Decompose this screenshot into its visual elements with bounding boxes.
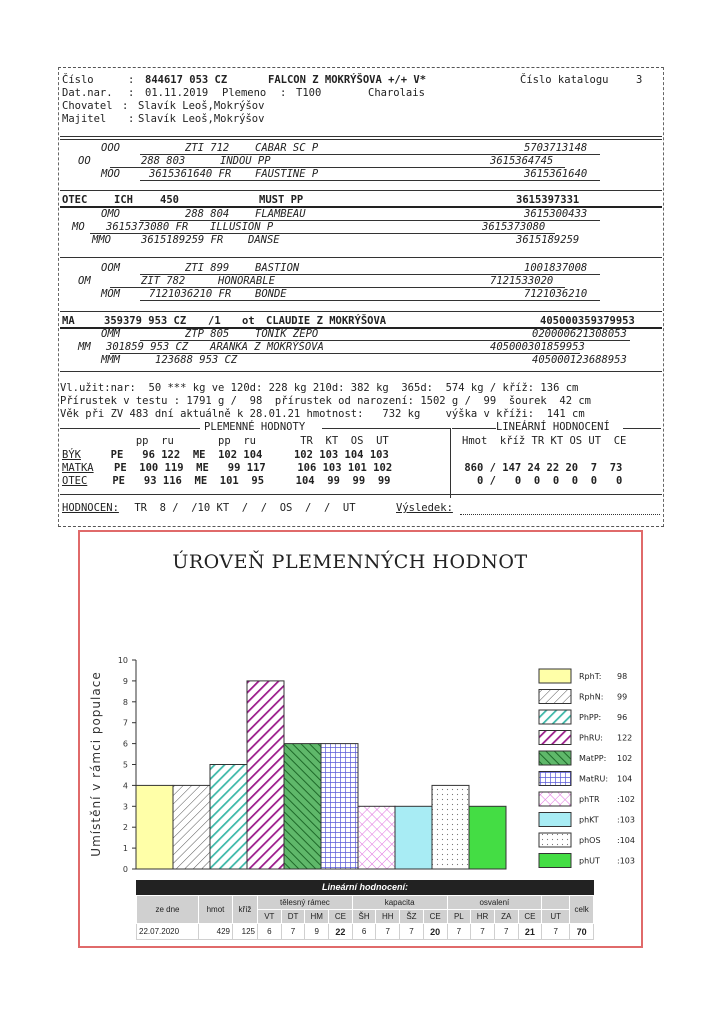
bar-phut [469, 806, 506, 869]
y-tick-label: 9 [122, 676, 128, 686]
td-value: 7 [494, 924, 518, 940]
y-tick-label: 4 [122, 781, 128, 791]
row-label-byk: BÝK [62, 449, 81, 461]
om-name: HONORABLE [218, 275, 275, 287]
ooo-code: OOO [101, 142, 120, 154]
mm-name: ARANKA Z MOKRÝŠOVA [210, 341, 324, 353]
td-value: 6 [352, 924, 376, 940]
mom-code: MOM [101, 288, 120, 300]
moo-num: 3615361640 [524, 168, 588, 180]
bar-matru [321, 744, 358, 869]
legend-label: phKT [579, 815, 599, 825]
datnar-label: Dat.nar. [62, 87, 113, 99]
legend-label: PhRU: [579, 733, 604, 743]
omo-herd: 288 804 [185, 208, 230, 220]
legend-swatch [539, 833, 571, 847]
mmm-code: MMM [101, 354, 120, 366]
th-pl: PL [447, 910, 471, 924]
oo-herd: 288 803 [141, 155, 186, 167]
majitel-label: Majitel [62, 113, 107, 125]
legend-label: MatPP: [579, 754, 607, 763]
legend-value: 96 [617, 713, 628, 722]
mmm-herd: 123688 953 CZ [155, 354, 238, 366]
row-vals-byk: PE 96 122 ME 102 104 102 103 104 103 [98, 449, 389, 461]
th-hh: HH [376, 910, 400, 924]
td-value: 7 [376, 924, 400, 940]
bar-phpp [210, 765, 247, 870]
omm-name: TONÍK ZEPO [255, 328, 319, 340]
mmm-num: 405000123688953 [532, 354, 627, 366]
moo-herd: 3615361640 FR [149, 168, 232, 180]
bar-rpht [136, 785, 173, 869]
ma-num: 405000359379953 [540, 315, 635, 327]
legend-value: 98 [617, 672, 628, 681]
ooo-name: CABAR SC P [255, 142, 319, 154]
legend-label: PhPP: [579, 713, 602, 722]
otec-num: 3615397331 [516, 194, 580, 206]
row-lin-matka: 860 / 147 24 22 20 7 73 [458, 462, 623, 474]
y-tick-label: 1 [122, 844, 128, 854]
moo-name: FAUSTINE P [255, 168, 319, 180]
bar-rphn [173, 785, 210, 869]
otec-reg: 450 [160, 194, 179, 206]
right-border [663, 67, 664, 527]
otec-herd: ICH [114, 194, 133, 206]
th-hmot: hmot [199, 896, 233, 924]
breed: Charolais [368, 87, 425, 99]
katalog-value: 3 [636, 74, 643, 86]
legend-value: 122 [617, 733, 633, 743]
omm-herd: ZTP 805 [185, 328, 230, 340]
legend-label: phOS [579, 836, 601, 845]
bar-phkt [395, 806, 432, 869]
hodnocen-label: HODNOCEN: [62, 502, 119, 514]
mom-num: 7121036210 [524, 288, 588, 300]
omm-code: OMM [101, 328, 120, 340]
mo-name: ILLUSION P [210, 221, 274, 233]
th-dt: DT [281, 910, 305, 924]
mo-herd: 3615373080 FR [106, 221, 189, 233]
th-group-kapacita: kapacita [352, 896, 447, 910]
legend-value: 104 [617, 774, 633, 784]
mom-herd: 7121036210 FR [149, 288, 232, 300]
plemeno-label: Plemeno [222, 87, 267, 99]
y-tick-label: 8 [122, 697, 128, 707]
oom-num: 1001837008 [524, 262, 588, 274]
chovatel-value: Slavík Leoš,Mokrýšov [138, 100, 265, 112]
ma-herd: 359379 953 CZ [104, 315, 187, 327]
om-code: OM [78, 275, 91, 287]
td-value: 429 [199, 924, 233, 940]
th-hr: HR [471, 910, 495, 924]
th-ut: UT [542, 910, 570, 924]
stats-line-3: Věk při ZV 483 dní aktuálně k 28.01.21 hmotnost: 732 kg výška v kříži: 141 cm [60, 408, 585, 420]
td-value: 125 [233, 924, 258, 940]
legend-swatch [539, 854, 571, 868]
om-herd: ZIT 782 [141, 275, 186, 287]
mm-herd: 301859 953 CZ [106, 341, 189, 353]
vysledek-label: Výsledek: [396, 502, 453, 514]
legend-label: phTR [579, 795, 600, 804]
top-border [58, 67, 664, 68]
td-value: 70 [570, 924, 594, 940]
y-tick-label: 5 [122, 760, 128, 770]
y-tick-label: 3 [122, 802, 128, 812]
y-tick-label: 7 [122, 718, 128, 728]
bar-phtr [358, 806, 395, 869]
td-value: 7 [400, 924, 424, 940]
legend-swatch [539, 690, 571, 704]
th-vt: VT [258, 910, 282, 924]
legend-swatch [539, 731, 571, 745]
breeding-head: pp ru pp ru TR KT OS UT [60, 435, 389, 447]
chart-title: ÚROVEŇ PLEMENNÝCH HODNOT [172, 551, 528, 573]
row-lin-otec: 0 / 0 0 0 0 0 0 [458, 475, 623, 487]
legend-label: RphT: [579, 672, 602, 681]
row-label-matka: MATKA [62, 462, 94, 474]
td-value: 7 [447, 924, 471, 940]
th-celk: celk [570, 896, 594, 924]
legend-swatch [539, 792, 571, 806]
otec-code: OTEC [62, 194, 88, 206]
oom-name: BASTION [255, 262, 300, 274]
legend-swatch [539, 751, 571, 765]
th-ze-dne: ze dne [137, 896, 199, 924]
td-value: 22.07.2020 [137, 924, 199, 940]
mo-num: 3615373080 [482, 221, 546, 233]
bar-phru [247, 681, 284, 869]
chart-y-label: Umístění v rámci populace [89, 671, 103, 857]
omo-code: OMO [101, 208, 120, 220]
th-ce: CE [518, 910, 542, 924]
omm-num: 020000621308053 [532, 328, 627, 340]
om-num: 7121533020 [490, 275, 554, 287]
ma-code: MA [62, 315, 75, 327]
legend-label: RphN: [579, 692, 604, 702]
katalog-label: Číslo katalogu [520, 74, 609, 86]
td-value: 6 [258, 924, 282, 940]
mmo-num: 3615189259 [516, 234, 580, 246]
linear-table [136, 880, 594, 940]
legend-swatch [539, 710, 571, 724]
th-za: ZA [494, 910, 518, 924]
omo-name: FLAMBEAU [255, 208, 306, 220]
bar-matpp [284, 744, 321, 869]
row-label-otec: OTEC [62, 475, 88, 487]
breeding-value-report [78, 530, 643, 948]
ooo-num: 5703713148 [524, 142, 588, 154]
row-vals-matka: PE 100 119 ME 99 117 106 103 101 102 [114, 462, 393, 474]
legend-value: :103 [617, 856, 635, 866]
th-ce: CE [423, 910, 447, 924]
mo-code: MO [72, 221, 85, 233]
datnar-value: 01.11.2019 [145, 87, 209, 99]
td-value: 7 [471, 924, 495, 940]
otec-name: MUST PP [259, 194, 304, 206]
stats-line-1: Vl.užit:nar: 50 *** kg ve 120d: 228 kg 210d: 382 kg 365d: 574 kg / kříž: 136 cm [60, 382, 579, 394]
linear-head: Hmot kříž TR KT OS UT CE [462, 435, 627, 447]
bars [136, 681, 506, 869]
linear-table-title: Lineární hodnocení: [136, 880, 594, 895]
oo-name: INDOU PP [220, 155, 271, 167]
ma-name: CLAUDIE Z MOKRÝŠOVA [266, 315, 387, 327]
linear-table-grid [136, 895, 594, 940]
legend-value: :104 [617, 836, 635, 845]
breeding-title: PLEMENNÉ HODNOTY [204, 421, 306, 433]
th-group-osvaleni: osvalení [447, 896, 542, 910]
oo-num: 3615364745 [490, 155, 554, 167]
th-šz: ŠZ [400, 910, 424, 924]
ma-ot: ot [242, 315, 255, 327]
mmo-name: DANSE [248, 234, 280, 246]
ooo-herd: ZTI 712 [185, 142, 230, 154]
majitel-value: Slavík Leoš,Mokrýšov [138, 113, 265, 125]
bar-phos [432, 785, 469, 869]
td-value: 7 [542, 924, 570, 940]
mmo-herd: 3615189259 FR [141, 234, 224, 246]
left-border [58, 67, 59, 527]
hodnocen-value: TR 8 / /10 KT / / OS / / UT [128, 502, 356, 514]
td-value: 20 [423, 924, 447, 940]
mmo-code: MMO [92, 234, 111, 246]
td-value: 22 [329, 924, 353, 940]
th-kriz: kříž [233, 896, 258, 924]
legend-swatch [539, 669, 571, 683]
th-hm: HM [305, 910, 329, 924]
td-value: 21 [518, 924, 542, 940]
legend-value: 99 [617, 692, 628, 702]
cislo-label: Číslo [62, 74, 94, 86]
y-tick-label: 0 [122, 865, 128, 874]
legend-value: :102 [617, 795, 635, 804]
mm-code: MM [78, 341, 91, 353]
y-tick-label: 10 [117, 656, 128, 665]
th-ce: CE [329, 910, 353, 924]
pedigree-sheet: Číslo : 844617 053 CZ FALCON Z MOKRÝŠOVA +/+ V* Číslo katalogu 3 Dat.nar. : 01.11.2019 Plemeno : T100 Charolais Chovatel : Slavík Leoš,Mokrýšov Majitel : Slavík Leoš,Mokrýšov OOO ZTI 712 CABAR SC P 5703713148 OO 288 803 INDOU PP 3615364745 MOO 3615361640 FR FAUSTINE P 3615361640 OTEC ICH 450 MUST PP 3615397331 OMO 288 804 FLAMBEAU 3615300433 MO 3615373080 FR ILLUSION P 3615373080 MMO 3615189259 FR DANSE 3615189259 OOM ZTI 899 BASTION 1001837008 OM ZIT 782 HONORABLE 7121533020 MOM 7121036210 FR BONDE 7121036210 MA 359379 953 CZ /1 ot CLAUDIE Z MOKRÝŠOVA 405000359379953 OMM ZTP 805 TONÍK ZEPO 020000621308053 MM 301859 953 CZ ARANKA Z MOKRÝŠOVA 405000301859953 MMM 123688 953 CZ 405000123688953 Vl.užit:nar: 50 *** kg ve 120d: 228 kg 210d: 382 kg 365d: 574 kg / kříž: 136 cm Přírustek v testu : 1791 g / 98 přírustek od narození: 1502 g / 99 šourek 42 cm Věk při ZV 483 dní aktuálně k 28.01.21 hmotnost: 732 kg výška v kříži: 141 cm PLEMENNÉ HODNOTY LINEÁRNÍ HODNOCENÍ pp ru pp ru TR KT OS UT Hmot kříž TR KT OS UT CE BÝK PE 96 122 ME 102 104 102 103 104 103 MATKA PE 100 119 ME 99 117 106 103 101 102 860 / 147 24 22 20 7 73 OTEC PE 93 116 ME 101 95 104 99 99 99 0 / 0 0 0 0 0 0 HODNOCEN: TR 8 / /10 KT / / OS / / UT Výsledek: [0, 0, 723, 530]
legend-swatch [539, 772, 571, 786]
legend [539, 669, 635, 868]
legend-label: phUT [579, 856, 600, 866]
legend-label: MatRU: [579, 774, 609, 784]
linear-title: LINEÁRNÍ HODNOCENÍ [496, 421, 610, 433]
plemeno-value: T100 [296, 87, 322, 99]
y-tick-label: 2 [122, 823, 128, 833]
ma-reg: /1 [208, 315, 221, 327]
cislo-value: 844617 053 CZ [145, 74, 228, 86]
oom-code: OOM [101, 262, 120, 274]
legend-value: 102 [617, 754, 633, 763]
td-value: 7 [281, 924, 305, 940]
moo-code: MOO [101, 168, 120, 180]
th-šh: ŠH [352, 910, 376, 924]
mm-num: 405000301859953 [490, 341, 585, 353]
omo-num: 3615300433 [524, 208, 588, 220]
chovatel-label: Chovatel [62, 100, 113, 112]
legend-swatch [539, 813, 571, 827]
oom-herd: ZTI 899 [185, 262, 230, 274]
animal-name: FALCON Z MOKRÝŠOVA +/+ V* [268, 74, 427, 86]
y-tick-label: 6 [122, 739, 128, 749]
legend-value: :103 [617, 815, 635, 825]
row-vals-otec: PE 93 116 ME 101 95 104 99 99 99 [106, 475, 391, 487]
stats-line-2: Přírustek v testu : 1791 g / 98 přírustek od narození: 1502 g / 99 šourek 42 cm [60, 395, 592, 407]
td-value: 9 [305, 924, 329, 940]
th-group-ramec: tělesný rámec [258, 896, 353, 910]
oo-code: OO [78, 155, 91, 167]
mom-name: BONDE [255, 288, 287, 300]
